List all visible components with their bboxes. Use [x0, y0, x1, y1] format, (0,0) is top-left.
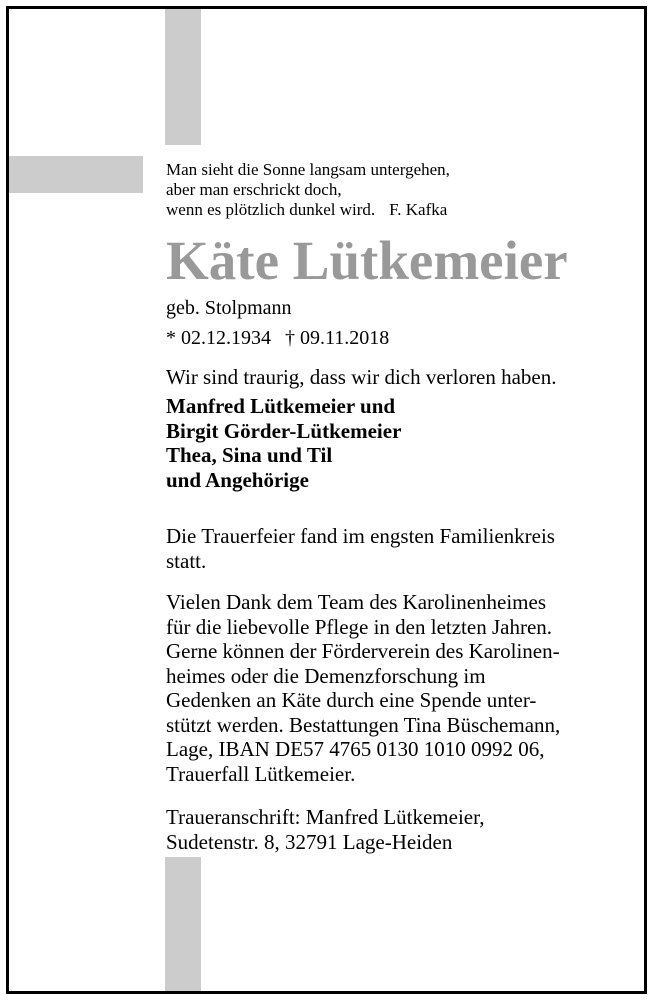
quote-line: wenn es plötzlich dunkel wird. F. Kafka [166, 200, 448, 219]
life-dates [166, 326, 389, 350]
birth-date: * 02.12.1934 [166, 327, 271, 349]
deceased-name: Käte Lütkemeier [166, 230, 568, 291]
cross-bottom-bar [165, 857, 201, 991]
thanks-line: stützt werden. Bestattungen Tina Büschemann, [166, 712, 561, 737]
thanks-line: Vielen Dank dem Team des Karolinenheimes [166, 590, 547, 614]
family-list [166, 394, 636, 492]
family-line: Thea, Sina und Til [166, 443, 333, 467]
thanks-line: heimes oder die Demenzforschung im [166, 663, 486, 688]
funeral-line: statt. [166, 548, 207, 573]
cross-left-bar [9, 156, 143, 193]
family-line: Birgit Görder-Lütkemeier [166, 418, 402, 443]
funeral-note [166, 524, 636, 573]
family-line: Manfred Lütkemeier und [166, 394, 396, 418]
address-line: Sudetenstr. 8, 32791 Lage-Heiden [166, 829, 453, 854]
family-line: und Angehörige [166, 467, 309, 492]
quote-block [166, 160, 450, 220]
lead-text: Wir sind traurig, dass wir dich verloren haben. [166, 365, 557, 389]
funeral-line: Die Trauerfeier fand im engsten Familienkreis [166, 524, 555, 548]
thanks-line: Gedenken an Käte durch eine Spende unter- [166, 688, 537, 712]
quote-author: F. Kafka [389, 200, 448, 219]
quote-line: aber man erschrickt doch, [166, 180, 342, 199]
thanks-line: Lage, IBAN DE57 4765 0130 1010 0992 06, [166, 737, 545, 761]
mourning-address [166, 805, 636, 854]
thanks-paragraph [166, 590, 636, 786]
address-line: Traueranschrift: Manfred Lütkemeier, [166, 805, 485, 829]
cross-top-bar [165, 9, 201, 145]
thanks-line: Gerne können der Förderverein des Karolinen- [166, 639, 560, 663]
death-date: † 09.11.2018 [285, 327, 390, 349]
thanks-line: Trauerfall Lütkemeier. [166, 761, 356, 786]
thanks-line: für die liebevolle Pflege in den letzten Jahren. [166, 614, 553, 639]
birth-name: geb. Stolpmann [166, 297, 292, 319]
quote-line: Man sieht die Sonne langsam untergehen, [166, 160, 450, 179]
